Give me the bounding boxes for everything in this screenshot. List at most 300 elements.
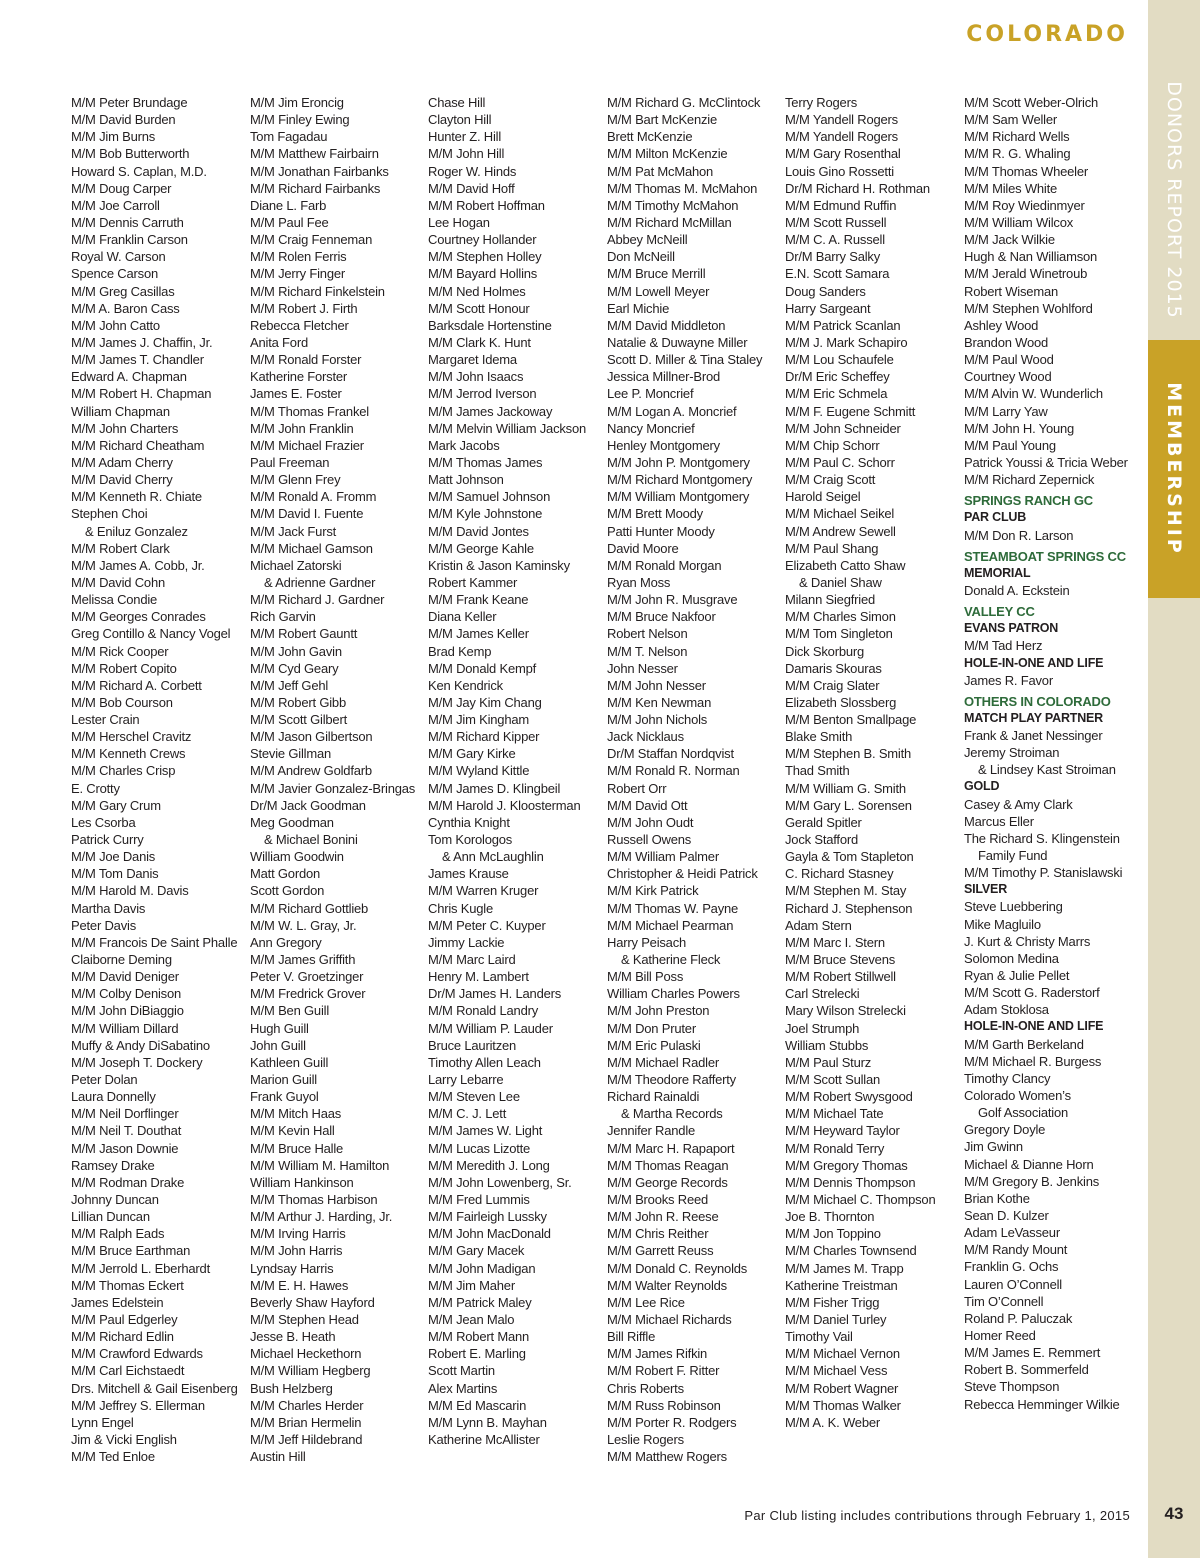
donor-name: M/M Charles Simon xyxy=(785,609,896,625)
donor-name: M/M Paul Sturz xyxy=(785,1054,872,1070)
donor-name: M/M Jerrod Iverson xyxy=(428,386,537,402)
donor-name: M/M Thomas M. McMahon xyxy=(607,180,758,196)
donor-name: Lauren O’Connell xyxy=(964,1276,1062,1292)
donor-name: M/M Marc I. Stern xyxy=(785,934,885,950)
donor-name: Ashley Wood xyxy=(964,317,1039,333)
donor-name: M/M Melvin William Jackson xyxy=(428,420,587,436)
donor-name: Timothy Vail xyxy=(785,1329,853,1345)
donor-name: Elizabeth Catto Shaw xyxy=(785,557,906,573)
donor-name: Larry Lebarre xyxy=(428,1072,504,1088)
donor-name: M/M J. Mark Schapiro xyxy=(785,334,908,350)
donor-name: M/M Jim Maher xyxy=(428,1277,515,1293)
donor-name-continued: & Katherine Fleck xyxy=(621,952,721,968)
donor-name: M/M Lou Schaufele xyxy=(785,352,894,368)
donor-name: M/M Yandell Rogers xyxy=(785,129,898,145)
donor-name: M/M Craig Slater xyxy=(785,677,880,693)
donor-name: M/M Robert Swysgood xyxy=(785,1089,913,1105)
donor-name: M/M Rodman Drake xyxy=(71,1174,185,1190)
donor-name: Dr/M Jack Goodman xyxy=(250,797,366,813)
club-heading: OTHERS IN COLORADO xyxy=(964,693,1111,709)
donor-name: Don McNeill xyxy=(607,249,675,265)
donor-name: M/M T. Nelson xyxy=(607,643,688,659)
donor-name: M/M Scott G. Raderstorf xyxy=(964,985,1100,1001)
donor-name: Greg Contillo & Nancy Vogel xyxy=(71,626,231,642)
donor-name: M/M Richard Montgomery xyxy=(607,472,753,488)
donor-name: David Moore xyxy=(607,540,679,556)
donor-name: M/M Jeff Gehl xyxy=(250,677,329,693)
donor-name: Roger W. Hinds xyxy=(428,163,517,179)
donor-name: M/M Jerrold L. Eberhardt xyxy=(71,1260,210,1276)
donor-name: Dr/M Richard H. Rothman xyxy=(785,180,930,196)
donor-name: M/M David Deniger xyxy=(71,969,179,985)
donor-name: Nancy Moncrief xyxy=(607,420,695,436)
donor-name: M/M Eric Schmela xyxy=(785,386,888,402)
donor-name: M/M John Madigan xyxy=(428,1260,536,1276)
donor-name: M/M Richard Kipper xyxy=(428,729,540,745)
donor-name: M/M Matthew Rogers xyxy=(607,1449,727,1465)
donor-name: Jennifer Randle xyxy=(607,1123,696,1139)
donor-name: Robert Orr xyxy=(607,780,667,796)
donor-name: Robert Nelson xyxy=(607,626,688,642)
donor-name: Dick Skorburg xyxy=(785,643,865,659)
donor-name: M/M John MacDonald xyxy=(428,1226,551,1242)
donor-name: M/M Wyland Kittle xyxy=(428,763,530,779)
donor-level-heading: EVANS PATRON xyxy=(964,621,1059,636)
donor-column-5 xyxy=(785,94,960,1431)
donor-name: J. Kurt & Christy Marrs xyxy=(964,933,1091,949)
donor-name: Frank Guyol xyxy=(250,1089,319,1105)
donor-name: M/M Miles White xyxy=(964,180,1058,196)
donor-name: Kathleen Guill xyxy=(250,1054,329,1070)
donor-name: M/M Larry Yaw xyxy=(964,403,1048,419)
donor-name: M/M Rolen Ferris xyxy=(250,249,347,265)
donor-name: Blake Smith xyxy=(785,729,853,745)
donor-name: M/M Neil Dorflinger xyxy=(71,1106,179,1122)
donor-name: Peter Davis xyxy=(71,917,136,933)
donor-name: M/M Clark K. Hunt xyxy=(428,334,531,350)
donor-name: M/M Michael Radler xyxy=(607,1054,719,1070)
donor-name: M/M Fred Lummis xyxy=(428,1192,530,1207)
donor-name: M/M Michael R. Burgess xyxy=(964,1053,1102,1069)
donor-name: M/M John H. Young xyxy=(964,420,1075,436)
donor-column-6 xyxy=(964,94,1139,1413)
donor-name: M/M Fisher Trigg xyxy=(785,1294,880,1310)
donor-name: M/M R. G. Whaling xyxy=(964,146,1071,162)
donor-name: The Richard S. Klingenstein xyxy=(964,830,1120,846)
donor-name: M/M A. K. Weber xyxy=(785,1414,881,1430)
donor-name: Diane L. Farb xyxy=(250,197,327,213)
donor-name: M/M James Keller xyxy=(428,626,529,642)
donor-name: Michael Zatorski xyxy=(250,557,342,573)
donor-name: M/M Joe Carroll xyxy=(71,197,160,213)
donor-name: M/M Craig Fenneman xyxy=(250,232,373,248)
donor-name: Robert B. Sommerfeld xyxy=(964,1362,1089,1378)
donor-name: M/M Bruce Halle xyxy=(250,1140,344,1156)
donor-name: William Goodwin xyxy=(250,849,344,865)
donor-name: M/M Colby Denison xyxy=(71,986,182,1002)
donor-name: M/M John Charters xyxy=(71,420,179,436)
donor-name: M/M Robert Gibb xyxy=(250,694,346,710)
donor-name: M/M Peter C. Kuyper xyxy=(428,917,546,933)
section-tab-text: MEMBERSHIP xyxy=(1163,382,1185,556)
donor-name: M/M Jeff Hildebrand xyxy=(250,1431,363,1447)
donor-name: M/M Lucas Lizotte xyxy=(428,1140,531,1156)
donor-name: M/M Bob Courson xyxy=(71,694,173,710)
donor-name: William Stubbs xyxy=(785,1037,869,1053)
donor-name: M/M Jack Wilkie xyxy=(964,232,1055,248)
donor-name: Dr/M James H. Landers xyxy=(428,986,562,1002)
donor-name: M/M Kyle Johnstone xyxy=(428,506,543,522)
donor-name: Paul Freeman xyxy=(250,454,330,470)
donor-name: M/M Thomas Walker xyxy=(785,1397,901,1413)
donor-name: Jack Nicklaus xyxy=(607,729,684,745)
donor-name: M/M Robert Hoffman xyxy=(428,197,545,213)
donor-name: Courtney Hollander xyxy=(428,232,537,248)
report-title xyxy=(1148,60,1200,340)
donor-name: Chase Hill xyxy=(428,95,486,110)
donor-name: Gregory Doyle xyxy=(964,1122,1046,1138)
donor-name: M/M Thomas Wheeler xyxy=(964,163,1089,179)
donor-name: Lee P. Moncrief xyxy=(607,386,694,402)
donor-name: M/M David Middleton xyxy=(607,317,726,333)
donor-name: M/M David Hoff xyxy=(428,180,515,196)
donor-name: James E. Foster xyxy=(250,386,342,402)
club-heading: VALLEY CC xyxy=(964,604,1035,620)
donor-name: M/M Javier Gonzalez-Bringas xyxy=(250,780,416,796)
donor-name: Harry Peisach xyxy=(607,934,687,950)
donor-name: M/M Bruce Nakfoor xyxy=(607,609,716,625)
donor-name-continued: & Martha Records xyxy=(621,1106,723,1122)
donor-name: M/M Stephen Head xyxy=(250,1311,359,1327)
donor-name: Jimmy Lackie xyxy=(428,934,505,950)
donor-name: M/M Doug Carper xyxy=(71,180,172,196)
donor-name: M/M John Catto xyxy=(71,317,160,333)
donor-name: M/M Jon Toppino xyxy=(785,1226,881,1242)
donor-name: M/M Jay Kim Chang xyxy=(428,694,542,710)
donor-name: M/M Yandell Rogers xyxy=(785,112,898,128)
donor-name: Mark Jacobs xyxy=(428,437,500,453)
donor-name: Robert Wiseman xyxy=(964,283,1059,299)
donor-name: M/M Richard G. McClintock xyxy=(607,95,761,110)
donor-name: M/M Robert Stillwell xyxy=(785,969,896,985)
donor-name: M/M Bart McKenzie xyxy=(607,112,718,128)
donor-name: M/M Tad Herz xyxy=(964,638,1043,654)
donor-name: M/M Charles Crisp xyxy=(71,763,176,779)
donor-name: M/M Kenneth Crews xyxy=(71,746,186,762)
donor-name: M/M Jim Kingham xyxy=(428,712,530,728)
donor-name: M/M Jerry Finger xyxy=(250,266,346,282)
donor-name: M/M Bruce Earthman xyxy=(71,1243,191,1259)
donor-name: Joel Strumph xyxy=(785,1020,860,1036)
donor-name: M/M Jack Furst xyxy=(250,523,337,539)
donor-name: Spence Carson xyxy=(71,266,159,282)
donor-name: Hunter Z. Hill xyxy=(428,129,502,145)
donor-name: Clayton Hill xyxy=(428,112,492,128)
donor-name: M/M Paul Edgerley xyxy=(71,1311,178,1327)
donor-name: M/M Peter Brundage xyxy=(71,95,188,110)
donor-name: M/M Theodore Rafferty xyxy=(607,1072,736,1088)
donor-name: M/M Brett Moody xyxy=(607,506,703,522)
donor-name-continued: & Lindsey Kast Stroiman xyxy=(978,762,1116,778)
donor-column-1 xyxy=(71,94,246,1465)
donor-name: M/M Jason Gilbertson xyxy=(250,729,373,745)
donor-column-2 xyxy=(250,94,425,1465)
donor-name: Rich Garvin xyxy=(250,609,316,625)
donor-name: M/M Richard Cheatham xyxy=(71,437,205,453)
donor-name: M/M Benton Smallpage xyxy=(785,712,917,728)
donor-name: M/M Jonathan Fairbanks xyxy=(250,163,389,179)
donor-name: M/M Robert Mann xyxy=(428,1329,530,1345)
donor-name: Peter Dolan xyxy=(71,1072,138,1088)
donor-name: M/M Scott Gilbert xyxy=(250,712,348,728)
donor-name: M/M Greg Casillas xyxy=(71,283,175,299)
donor-name: M/M Adam Cherry xyxy=(71,454,173,470)
donor-name: M/M John Schneider xyxy=(785,420,901,436)
donor-name: M/M Richard J. Gardner xyxy=(250,592,385,608)
club-heading: STEAMBOAT SPRINGS CC xyxy=(964,548,1126,564)
donor-name: M/M Bruce Stevens xyxy=(785,952,896,968)
donor-level-heading: PAR CLUB xyxy=(964,510,1027,525)
donor-name: Tom Korologos xyxy=(428,832,513,848)
donor-name: Adam Stoklosa xyxy=(964,1002,1049,1018)
state-header: COLORADO xyxy=(966,22,1128,47)
donor-name: Thad Smith xyxy=(785,763,850,779)
donor-name: Adam LeVasseur xyxy=(964,1225,1060,1241)
donor-name: Jeremy Stroiman xyxy=(964,745,1060,761)
donor-name: James Edelstein xyxy=(71,1294,164,1310)
donor-name: M/M Michael Frazier xyxy=(250,437,364,453)
donor-name: Edward A. Chapman xyxy=(71,369,187,385)
donor-name: M/M Richard Zepernick xyxy=(964,472,1095,488)
donor-name: Brad Kemp xyxy=(428,643,492,659)
donor-level-heading: MEMORIAL xyxy=(964,565,1031,580)
donor-name: Diana Keller xyxy=(428,609,497,625)
donor-name: M/M Timothy McMahon xyxy=(607,197,739,213)
donor-name: Ramsey Drake xyxy=(71,1157,155,1173)
donor-name: Stevie Gillman xyxy=(250,746,332,762)
donor-name: Melissa Condie xyxy=(71,592,158,608)
donor-name: M/M Chip Schorr xyxy=(785,437,880,453)
donor-name: Henley Montgomery xyxy=(607,437,720,453)
donor-name: Katherine Forster xyxy=(250,369,348,385)
donor-name: Damaris Skouras xyxy=(785,660,882,676)
donor-name: M/M Garth Berkeland xyxy=(964,1036,1084,1052)
donor-name: M/M John Hill xyxy=(428,146,505,162)
donor-name: Lester Crain xyxy=(71,712,140,728)
donor-name: Margaret Idema xyxy=(428,352,517,368)
donor-name: M/M Jim Eroncig xyxy=(250,95,344,110)
donor-name: M/M Thomas Reagan xyxy=(607,1157,729,1173)
donor-name: Casey & Amy Clark xyxy=(964,796,1073,812)
donor-name: M/M Carl Eichstaedt xyxy=(71,1363,185,1379)
donor-name: M/M Neil T. Douthat xyxy=(71,1123,182,1139)
donor-name: M/M Richard Finkelstein xyxy=(250,283,385,299)
donor-name: M/M Daniel Turley xyxy=(785,1311,887,1327)
donor-name: Earl Michie xyxy=(607,300,670,316)
donor-name: M/M John Lowenberg, Sr. xyxy=(428,1174,572,1190)
donor-name: M/M William Palmer xyxy=(607,849,719,865)
donor-name: M/M Walter Reynolds xyxy=(607,1277,727,1293)
donor-column-4 xyxy=(607,94,782,1465)
donor-name: M/M Scott Sullan xyxy=(785,1072,881,1088)
donor-name: M/M David Jontes xyxy=(428,523,529,539)
donor-name: M/M Milton McKenzie xyxy=(607,146,728,162)
donor-name: Marcus Eller xyxy=(964,813,1034,829)
donor-name: M/M Finley Ewing xyxy=(250,112,350,128)
donor-name: M/M Paul C. Schorr xyxy=(785,454,895,470)
donor-name: Jim & Vicki English xyxy=(71,1431,177,1447)
donor-name: Doug Sanders xyxy=(785,283,866,299)
donor-name: Scott Martin xyxy=(428,1363,495,1379)
donor-name: M/M Harold M. Davis xyxy=(71,883,189,899)
donor-name: M/M Charles Townsend xyxy=(785,1243,917,1259)
donor-name: M/M James Rifkin xyxy=(607,1346,708,1362)
donor-name: M/M Richard Gottlieb xyxy=(250,900,369,916)
donor-name: M/M Ronald R. Norman xyxy=(607,763,740,779)
donor-name: Johnny Duncan xyxy=(71,1192,159,1207)
donor-name: Russell Owens xyxy=(607,832,692,848)
donor-name: M/M Thomas Harbison xyxy=(250,1192,378,1207)
donor-name: M/M C. J. Lett xyxy=(428,1106,507,1122)
donor-name: Harold Seigel xyxy=(785,489,861,505)
donor-name: M/M William Montgomery xyxy=(607,489,750,505)
donor-name: Les Csorba xyxy=(71,814,136,830)
donor-name: Homer Reed xyxy=(964,1327,1036,1343)
donor-name: M/M George Kahle xyxy=(428,540,534,556)
donor-level-heading: MATCH PLAY PARTNER xyxy=(964,710,1104,725)
donor-name: M/M Thomas W. Payne xyxy=(607,900,739,916)
donor-name: M/M Randy Mount xyxy=(964,1242,1068,1258)
donor-name: Cynthia Knight xyxy=(428,814,510,830)
club-heading: SPRINGS RANCH GC xyxy=(964,493,1093,509)
donor-name: Gerald Spitler xyxy=(785,814,862,830)
donor-name: Ken Kendrick xyxy=(428,677,503,693)
donor-name: M/M Harold J. Kloosterman xyxy=(428,797,581,813)
donor-name: M/M Tom Singleton xyxy=(785,626,893,642)
donor-name: M/M Bayard Hollins xyxy=(428,266,538,282)
donor-name: Bruce Lauritzen xyxy=(428,1037,517,1053)
donor-name: Jesse B. Heath xyxy=(250,1329,336,1345)
donor-name: M/M William M. Hamilton xyxy=(250,1157,390,1173)
donor-name: M/M Thomas Frankel xyxy=(250,403,369,419)
donor-name: M/M Logan A. Moncrief xyxy=(607,403,737,419)
donor-name: M/M Donald C. Reynolds xyxy=(607,1260,748,1276)
donor-name: Laura Donnelly xyxy=(71,1089,156,1105)
donor-name: Steve Luebbering xyxy=(964,899,1063,915)
donor-name: M/M Ralph Eads xyxy=(71,1226,165,1242)
donor-name: Muffy & Andy DiSabatino xyxy=(71,1037,210,1053)
donor-name: M/M Stephen Holley xyxy=(428,249,542,265)
donor-name: M/M Russ Robinson xyxy=(607,1397,721,1413)
donor-name: Gayla & Tom Stapleton xyxy=(785,849,914,865)
donor-name: M/M Gary Kirke xyxy=(428,746,516,762)
donor-name: M/M Tom Danis xyxy=(71,866,159,882)
donor-name: M/M Edmund Ruffin xyxy=(785,197,897,213)
donor-name: Robert Kammer xyxy=(428,574,518,590)
donor-name: M/M Michael Tate xyxy=(785,1106,884,1122)
donor-name: M/M Ted Enloe xyxy=(71,1449,155,1465)
donor-name: Donald A. Eckstein xyxy=(964,582,1070,598)
donor-name: Patti Hunter Moody xyxy=(607,523,715,539)
donor-name: M/M Pat McMahon xyxy=(607,163,714,179)
donor-name: Jessica Millner-Brod xyxy=(607,369,721,385)
donor-name: M/M James Griffith xyxy=(250,952,356,968)
donor-name: M/M Glenn Frey xyxy=(250,472,341,488)
donor-name: M/M Craig Scott xyxy=(785,472,876,488)
donor-name: Steve Thompson xyxy=(964,1379,1060,1395)
donor-name: M/M Marc Laird xyxy=(428,952,516,968)
donor-name: M/M Dennis Carruth xyxy=(71,214,184,230)
donor-name: M/M Ronald Forster xyxy=(250,352,362,368)
donor-name: M/M Scott Honour xyxy=(428,300,530,316)
donor-name: M/M Michael C. Thompson xyxy=(785,1192,936,1207)
donor-name: M/M William P. Lauder xyxy=(428,1020,553,1036)
donor-name: Terry Rogers xyxy=(785,95,858,110)
donor-name: M/M Michael Gamson xyxy=(250,540,373,556)
donor-name: M/M James J. Chaffin, Jr. xyxy=(71,334,213,350)
donor-name-continued: & Eniluz Gonzalez xyxy=(85,523,188,539)
donor-name: James Krause xyxy=(428,866,509,882)
donor-name: M/M Jean Malo xyxy=(428,1311,515,1327)
donor-name: Jock Stafford xyxy=(785,832,859,848)
donor-name: M/M Patrick Scanlan xyxy=(785,317,901,333)
donor-name: M/M Gregory B. Jenkins xyxy=(964,1173,1100,1189)
donor-name: M/M William Hegberg xyxy=(250,1363,371,1379)
donor-name: E. Crotty xyxy=(71,780,120,796)
donor-name: M/M Scott Weber-Olrich xyxy=(964,95,1099,110)
donor-name: M/M Gary Rosenthal xyxy=(785,146,901,162)
donor-name: M/M Michael Seikel xyxy=(785,506,895,522)
donor-name: M/M John P. Montgomery xyxy=(607,454,750,470)
donor-name: M/M Robert F. Ritter xyxy=(607,1363,720,1379)
donor-name: M/M Stephen B. Smith xyxy=(785,746,912,762)
donor-name: Michael Heckethorn xyxy=(250,1346,362,1362)
donor-name: M/M Jeffrey S. Ellerman xyxy=(71,1397,205,1413)
donor-name: Louis Gino Rossetti xyxy=(785,163,894,179)
donor-name: M/M Ken Newman xyxy=(607,694,712,710)
donor-name: M/M Eric Pulaski xyxy=(607,1037,701,1053)
donor-name: Howard S. Caplan, M.D. xyxy=(71,163,207,179)
donor-level-heading: HOLE-IN-ONE AND LIFE xyxy=(964,655,1104,670)
donor-name: M/M Samuel Johnson xyxy=(428,489,551,505)
donor-name: Dr/M Barry Salky xyxy=(785,249,881,265)
donor-name: M/M Paul Wood xyxy=(964,352,1054,368)
donor-name: M/M W. L. Gray, Jr. xyxy=(250,917,357,933)
donor-name: Tom Fagadau xyxy=(250,129,328,145)
donor-name: M/M William Wilcox xyxy=(964,214,1074,230)
donor-name: M/M Don R. Larson xyxy=(964,527,1074,543)
donor-name: M/M James T. Chandler xyxy=(71,352,204,368)
donor-name: Dr/M Staffan Nordqvist xyxy=(607,746,734,762)
donor-name: Carl Strelecki xyxy=(785,986,860,1002)
donor-name: Meg Goodman xyxy=(250,814,334,830)
donor-name: M/M Fredrick Grover xyxy=(250,986,366,1002)
donor-name: M/M Robert Gauntt xyxy=(250,626,358,642)
donor-name: M/M Sam Weller xyxy=(964,112,1058,128)
donor-name: Patrick Youssi & Tricia Weber xyxy=(964,454,1128,470)
donor-name: Roland P. Paluczak xyxy=(964,1310,1073,1326)
donor-name: Alex Martins xyxy=(428,1380,498,1396)
donor-name: M/M Thomas James xyxy=(428,454,543,470)
donor-name: M/M Irving Harris xyxy=(250,1226,346,1242)
section-tab xyxy=(1148,340,1200,598)
donor-name: M/M James Jackoway xyxy=(428,403,553,419)
donor-name: Drs. Mitchell & Gail Eisenberg xyxy=(71,1380,238,1396)
donor-name: James R. Favor xyxy=(964,672,1053,688)
donor-name: Barksdale Hortenstine xyxy=(428,317,552,333)
donor-name: M/M Lynn B. Mayhan xyxy=(428,1414,547,1430)
donor-name: M/M Ronald Morgan xyxy=(607,557,722,573)
